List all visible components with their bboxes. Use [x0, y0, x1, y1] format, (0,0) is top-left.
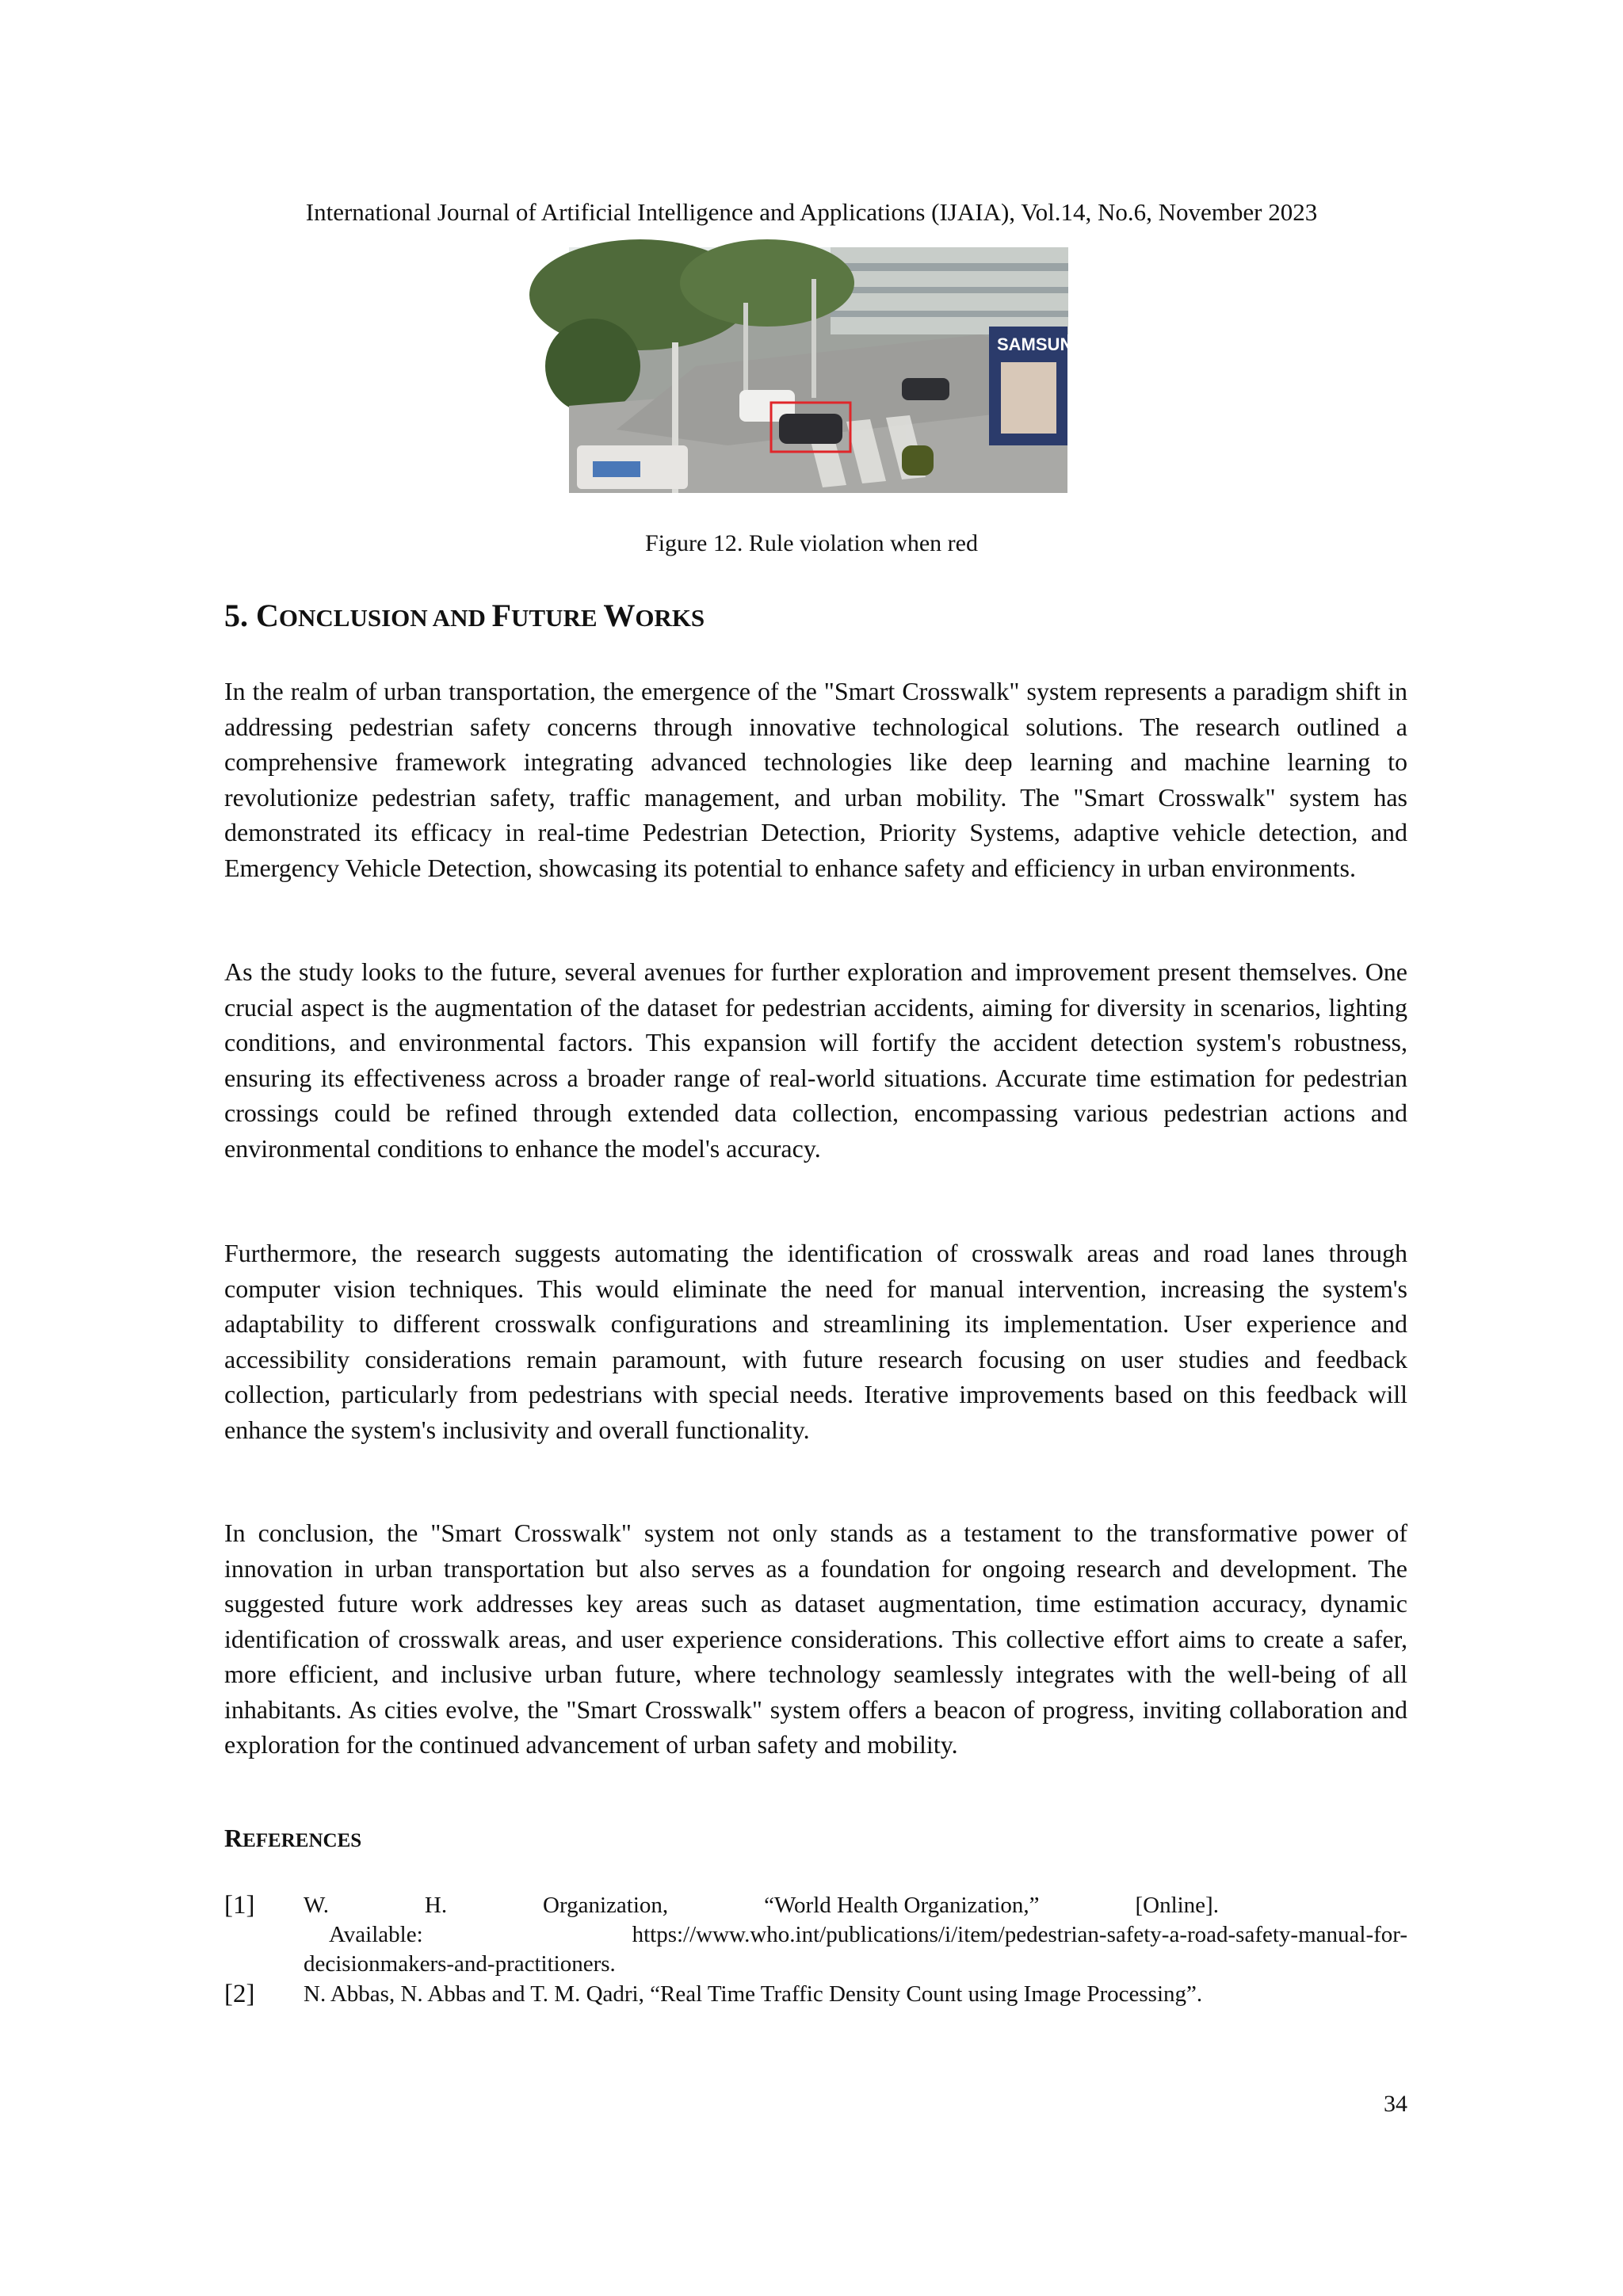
billboard-text: SAMSUNG	[997, 334, 1086, 354]
figure-caption: Figure 12. Rule violation when red	[645, 530, 978, 556]
reference-url[interactable]: https://www.who.int/publications/i/item/pedestrian-safety-a-road-safety-manual-for-	[632, 1922, 1407, 1947]
reference-2: [2] N. Abbas, N. Abbas and T. M. Qadri, “Real Time Traffic Density Count using Image Processing”.	[224, 1980, 1203, 2008]
black-car	[779, 414, 842, 444]
section-title: 5. CONCLUSION AND FUTURE WORKS	[224, 598, 705, 633]
reference-number: [1]	[224, 1891, 255, 1920]
trees-middle	[680, 239, 854, 327]
page-number: 34	[1384, 2091, 1407, 2117]
street-scene-image	[569, 247, 1086, 493]
running-head: International Journal of Artificial Intelligence and Applications (IJAIA), Vol.14, No.6, November 2023	[305, 198, 1318, 226]
figure-12-photo	[569, 247, 1086, 493]
references-title: REFERENCES	[224, 1824, 362, 1852]
paragraph-3: Furthermore, the research suggests automating the identification of crosswalk areas and road lanes through computer vision techniques. This would eliminate the need for manual intervention, increasing the system's adaptability to different crosswalk configurations and streamlining its implementation. User experience and accessibility considerations remain paramount, with future research focusing on user studies and feedback collection, particularly from pedestrians with special needs. Iterative improvements based on this feedback will enhance the system's inclusivity and overall functionality.	[224, 1239, 1407, 1444]
paragraph-4: In conclusion, the "Smart Crosswalk" system not only stands as a testament to the transformative power of innovation in urban transportation but also serves as a foundation for ongoing research and development. The suggested future work addresses key areas such as dataset augmentation, time estimation accuracy, dynamic identification of crosswalk areas, and user experience considerations. This collective effort aims to create a safer, more efficient, and inclusive urban future, where technology seamlessly integrates with the well-being of all inhabitants. As cities evolve, the "Smart Crosswalk" system offers a beacon of progress, inviting collaboration and exploration for the continued advancement of urban safety and mobility.	[224, 1519, 1407, 1759]
paragraph-2: As the study looks to the future, several avenues for further exploration and improvement present themselves. One crucial aspect is the augmentation of the dataset for pedestrian accidents, aiming for diversity in scenarios, lighting conditions, and environmental factors. This expansion will fortify the accident detection system's robustness, ensuring its effectiveness across a broader range of real-world situations. Accurate time estimation for pedestrian crossings could be refined through extended data collection, encompassing various pedestrian actions and environmental conditions to enhance the model's accuracy.	[224, 957, 1407, 1163]
signal-pole	[812, 279, 816, 398]
reference-number: [2]	[224, 1980, 255, 2008]
paragraph-1: In the realm of urban transportation, the emergence of the "Smart Crosswalk" system represents a paradigm shift in addressing pedestrian safety concerns through innovative technological solutions. The research outlined a comprehensive framework integrating advanced technologies like deep learning and machine learning to revolutionize pedestrian safety, traffic management, and urban mobility. The "Smart Crosswalk" system has demonstrated its efficacy in real-time Pedestrian Detection, Priority Systems, adaptive vehicle detection, and Emergency Vehicle Detection, showcasing its potential to enhance safety and efficiency in urban environments.	[224, 677, 1407, 882]
reference-1: [1] W. H. Organization, “World Health Organization,” [Online]. Available: https://www.who.int/publications/i/item/pedestrian-safety-a-road-safety-manual-for- decisionmakers-and-practitioners.	[224, 1891, 1407, 1977]
section-number: 5.	[224, 598, 248, 633]
dark-car	[902, 378, 949, 400]
tuk-tuk	[902, 445, 934, 476]
